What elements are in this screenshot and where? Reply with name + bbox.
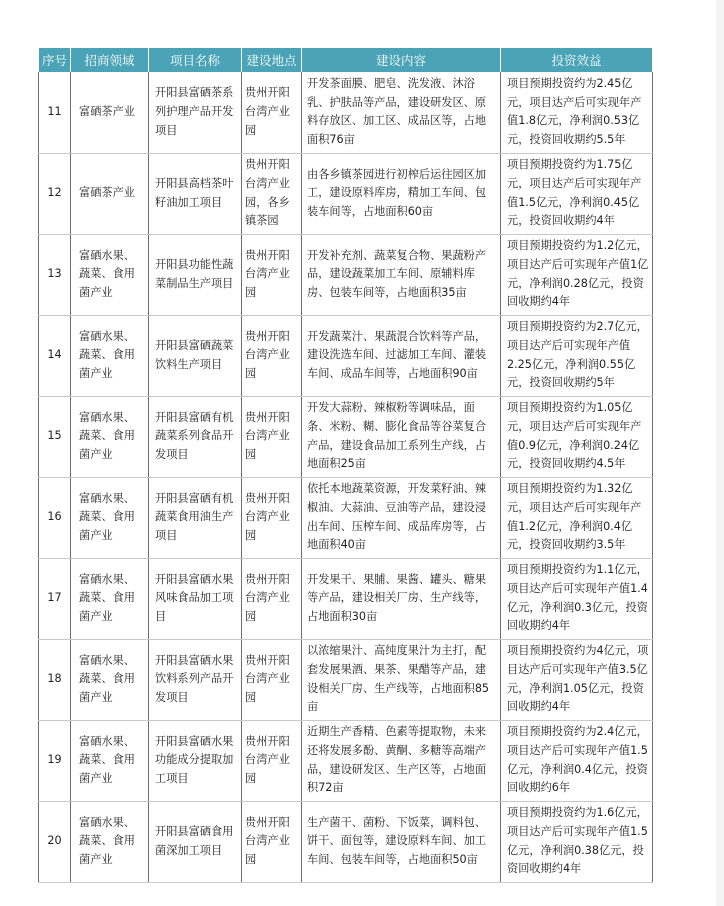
table-row	[39, 234, 653, 315]
cell-benefit: 项目预期投资约为1.75亿元，项目达产后可实现年产值1.5亿元，净利润0.45亿元，投资回收期约4年	[501, 153, 653, 234]
cell-benefit: 项目预期投资约为1.2亿元，项目达产后可实现年产值1亿元，净利润0.28亿元，投资回收期约4年	[501, 234, 653, 315]
cell-no: 16	[39, 477, 71, 558]
cell-no: 20	[39, 801, 71, 882]
table-row	[39, 801, 653, 882]
cell-location: 贵州开阳台湾产业园	[242, 72, 302, 153]
cell-content: 开发大蒜粉、辣椒粉等调味品，面条、米粉、糊、膨化食品等谷菜复合产品，建设食品加工系列生产线，占地面积25亩	[302, 396, 501, 477]
cell-project: 开阳县富硒水果饮料系列产品开发项目	[149, 639, 242, 720]
cell-no: 19	[39, 720, 71, 801]
cell-location: 贵州开阳台湾产业园	[242, 396, 302, 477]
cell-benefit: 项目预期投资约为4亿元，项目达产后可实现年产值3.5亿元，净利润1.05亿元，投资回收期约4年	[501, 639, 653, 720]
cell-field: 富硒水果、蔬菜、食用菌产业	[71, 558, 149, 639]
table-row	[39, 558, 653, 639]
table-row	[39, 153, 653, 234]
header-field: 招商领域	[71, 48, 149, 72]
cell-no: 17	[39, 558, 71, 639]
header-no: 序号	[39, 48, 71, 72]
cell-project: 开阳县富硒水果功能成分提取加工项目	[149, 720, 242, 801]
table-header-row	[39, 48, 653, 72]
cell-benefit: 项目预期投资约为2.4亿元，项目达产后可实现年产值1.5亿元，净利润0.4亿元，投资回收期约6年	[501, 720, 653, 801]
cell-location: 贵州开阳台湾产业园	[242, 558, 302, 639]
cell-no: 11	[39, 72, 71, 153]
cell-content: 近期生产香精、色素等提取物，未来还将发展多酚、黄酮、多糖等高端产品，建设研发区、生产区等，占地面积72亩	[302, 720, 501, 801]
table-row	[39, 396, 653, 477]
cell-benefit: 项目预期投资约为2.7亿元，项目达产后可实现年产值2.25亿元，净利润0.55亿元，投资回收期约5年	[501, 315, 653, 396]
cell-benefit: 项目预期投资约为1.1亿元，项目达产后可实现年产值1.4亿元，净利润0.3亿元，投资回收期约4年	[501, 558, 653, 639]
cell-location: 贵州开阳台湾产业园	[242, 234, 302, 315]
cell-project: 开阳县富硒蔬菜饮料生产项目	[149, 315, 242, 396]
cell-content: 开发茶面膜、肥皂、洗发液、沐浴乳、护肤品等产品，建设研发区、原料存放区、加工区、成品区等，占地面积76亩	[302, 72, 501, 153]
cell-field: 富硒水果、蔬菜、食用菌产业	[71, 801, 149, 882]
header-project: 项目名称	[149, 48, 242, 72]
cell-field: 富硒茶产业	[71, 153, 149, 234]
cell-project: 开阳县富硒茶系列护理产品开发项目	[149, 72, 242, 153]
cell-location: 贵州开阳台湾产业园	[242, 315, 302, 396]
cell-location: 贵州开阳台湾产业园	[242, 720, 302, 801]
cell-content: 依托本地蔬菜资源，开发菜籽油、辣椒油、大蒜油、豆油等产品，建设浸出车间、压榨车间、成品库房等，占地面积40亩	[302, 477, 501, 558]
cell-location: 贵州开阳台湾产业园，各乡镇茶园	[242, 153, 302, 234]
cell-location: 贵州开阳台湾产业园	[242, 801, 302, 882]
cell-content: 开发蔬菜汁、果蔬混合饮料等产品，建设洗选车间、过滤加工车间、灌装车间、成品车间等，占地面积90亩	[302, 315, 501, 396]
cell-project: 开阳县富硒食用菌深加工项目	[149, 801, 242, 882]
cell-project: 开阳县富硒水果风味食品加工项目	[149, 558, 242, 639]
header-benefit: 投资效益	[501, 48, 653, 72]
cell-no: 14	[39, 315, 71, 396]
cell-benefit: 项目预期投资约为1.32亿元，项目达产后可实现年产值1.2亿元，净利润0.4亿元，投资回收期约3.5年	[501, 477, 653, 558]
cell-field: 富硒水果、蔬菜、食用菌产业	[71, 477, 149, 558]
cell-content: 以浓缩果汁、高纯度果汁为主打，配套发展果酒、果茶、果醋等产品，建设相关厂房、生产线等，占地面积85亩	[302, 639, 501, 720]
cell-field: 富硒茶产业	[71, 72, 149, 153]
cell-benefit: 项目预期投资约为1.05亿元，项目达产后可实现年产值0.9亿元，净利润0.24亿元，投资回收期约4.5年	[501, 396, 653, 477]
cell-content: 由各乡镇茶园进行初榨后运往园区加工，建设原料库房，精加工车间、包装车间等，占地面积60亩	[302, 153, 501, 234]
cell-content: 开发补充剂、蔬菜复合物、果蔬粉产品，建设蔬菜加工车间、原辅料库房、包装车间等，占地面积35亩	[302, 234, 501, 315]
cell-field: 富硒水果、蔬菜、食用菌产业	[71, 396, 149, 477]
cell-field: 富硒水果、蔬菜、食用菌产业	[71, 720, 149, 801]
table-row	[39, 477, 653, 558]
table-row	[39, 72, 653, 153]
cell-field: 富硒水果、蔬菜、食用菌产业	[71, 315, 149, 396]
cell-project: 开阳县富硒有机蔬菜系列食品开发项目	[149, 396, 242, 477]
cell-no: 13	[39, 234, 71, 315]
header-content: 建设内容	[302, 48, 501, 72]
cell-field: 富硒水果、蔬菜、食用菌产业	[71, 234, 149, 315]
cell-project: 开阳县功能性蔬菜制品生产项目	[149, 234, 242, 315]
table-row	[39, 315, 653, 396]
table-body	[39, 72, 653, 882]
cell-project: 开阳县高档茶叶籽油加工项目	[149, 153, 242, 234]
cell-benefit: 项目预期投资约为1.6亿元，项目达产后可实现年产值1.5亿元，净利润0.38亿元，投资回收期约4年	[501, 801, 653, 882]
header-location: 建设地点	[242, 48, 302, 72]
cell-content: 开发果干、果脯、果酱、罐头、糖果等产品，建设相关厂房、生产线等，占地面积30亩	[302, 558, 501, 639]
cell-location: 贵州开阳台湾产业园	[242, 639, 302, 720]
investment-projects-table	[38, 48, 653, 883]
cell-field: 富硒水果、蔬菜、食用菌产业	[71, 639, 149, 720]
cell-no: 15	[39, 396, 71, 477]
cell-no: 18	[39, 639, 71, 720]
cell-content: 生产菌干、菌粉、下饭菜，调料包、饼干、面包等，建设原料车间、加工车间、包装车间等，占地面积50亩	[302, 801, 501, 882]
cell-benefit: 项目预期投资约为2.45亿元，项目达产后可实现年产值1.8亿元，净利润0.53亿元，投资回收期约5.5年	[501, 72, 653, 153]
table-row	[39, 720, 653, 801]
cell-project: 开阳县富硒有机蔬菜食用油生产项目	[149, 477, 242, 558]
table-row	[39, 639, 653, 720]
cell-no: 12	[39, 153, 71, 234]
scrollbar-track[interactable]	[716, 0, 724, 906]
cell-location: 贵州开阳台湾产业园	[242, 477, 302, 558]
